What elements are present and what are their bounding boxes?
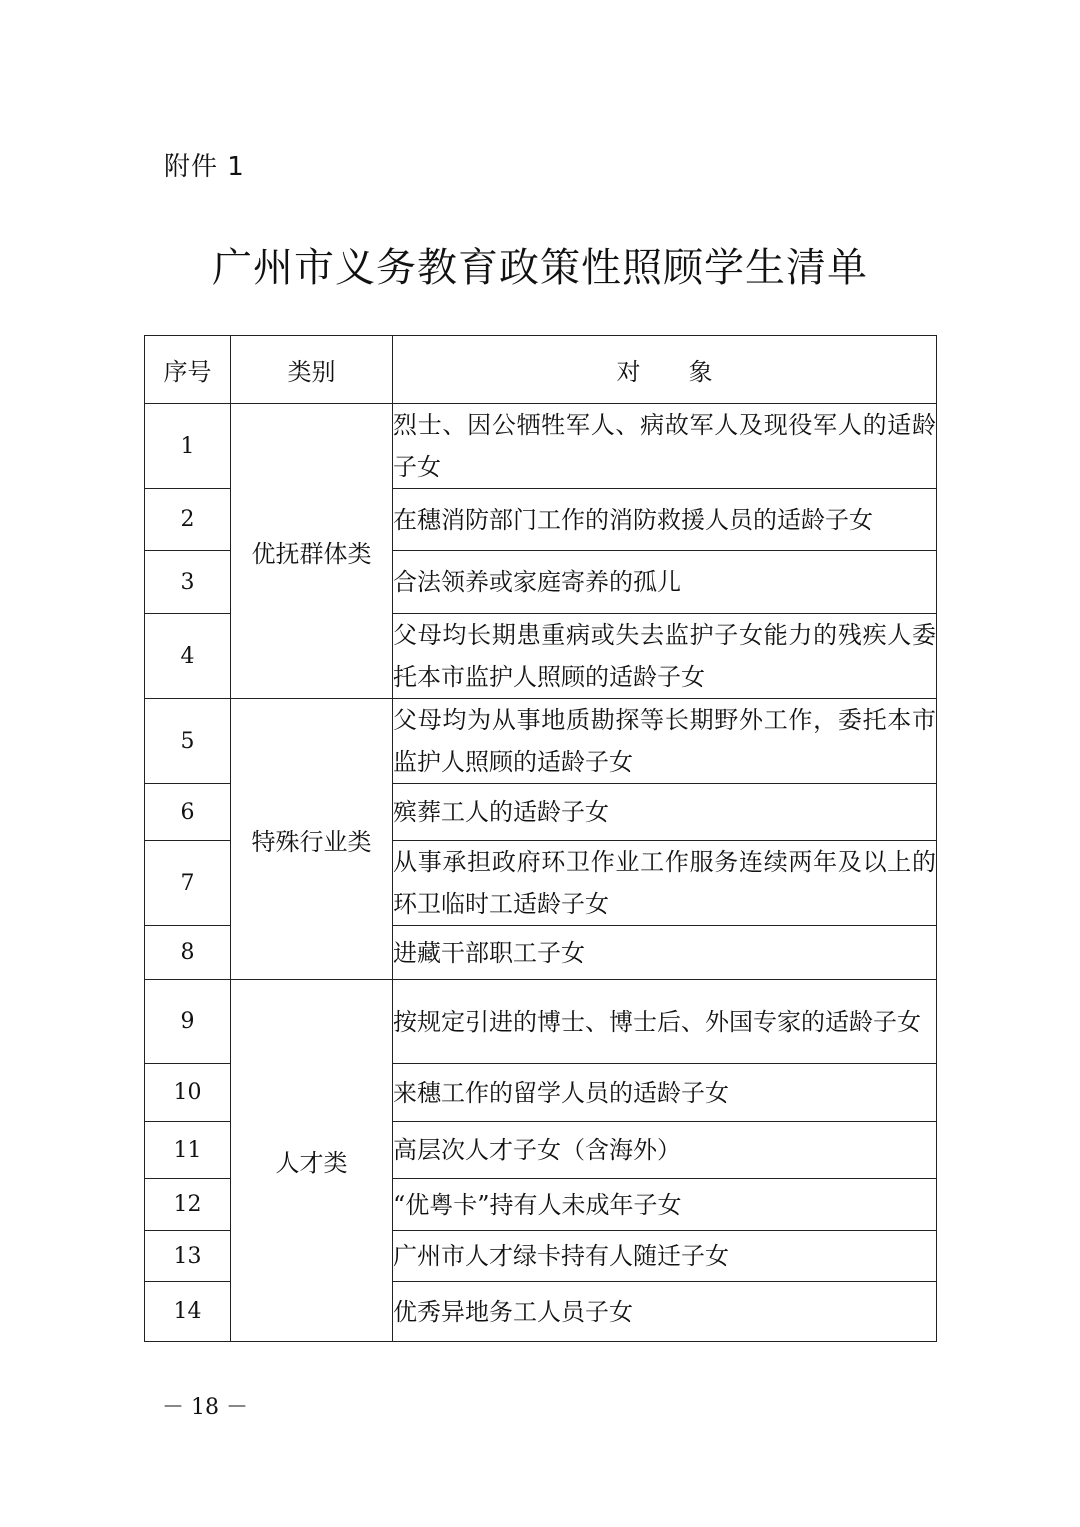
target-cell: 优秀异地务工人员子女: [393, 1282, 937, 1342]
target-cell: 殡葬工人的适龄子女: [393, 784, 937, 841]
row-number: 11: [145, 1122, 231, 1179]
target-cell: 烈士、因公牺牲军人、病故军人及现役军人的适龄子女: [393, 404, 937, 489]
table-header-row: [145, 336, 937, 404]
target-cell: “优粤卡”持有人未成年子女: [393, 1179, 937, 1231]
target-cell: 进藏干部职工子女: [393, 926, 937, 980]
category-cell: 人才类: [231, 980, 393, 1342]
header-no: 序号: [145, 336, 231, 404]
policy-student-table: [144, 335, 937, 1342]
target-cell: 来穗工作的留学人员的适龄子女: [393, 1064, 937, 1122]
row-number: 14: [145, 1282, 231, 1342]
header-category: 类别: [231, 336, 393, 404]
target-cell: 按规定引进的博士、博士后、外国专家的适龄子女: [393, 980, 937, 1064]
page-number: － 18 －: [162, 1395, 248, 1420]
target-cell: 合法领养或家庭寄养的孤儿: [393, 551, 937, 614]
row-number: 10: [145, 1064, 231, 1122]
document-title: 广州市义务教育政策性照顾学生清单: [212, 245, 868, 291]
target-cell: 从事承担政府环卫作业工作服务连续两年及以上的环卫临时工适龄子女: [393, 841, 937, 926]
row-number: 1: [145, 404, 231, 489]
row-number: 13: [145, 1231, 231, 1282]
table-row: [145, 980, 937, 1064]
table-row: [145, 699, 937, 784]
row-number: 7: [145, 841, 231, 926]
target-cell: 广州市人才绿卡持有人随迁子女: [393, 1231, 937, 1282]
category-cell: 特殊行业类: [231, 699, 393, 980]
target-cell: 父母均为从事地质勘探等长期野外工作，委托本市监护人照顾的适龄子女: [393, 699, 937, 784]
row-number: 4: [145, 614, 231, 699]
header-target: 对 象: [393, 336, 937, 404]
category-cell: 优抚群体类: [231, 404, 393, 699]
target-cell: 高层次人才子女（含海外）: [393, 1122, 937, 1179]
row-number: 6: [145, 784, 231, 841]
row-number: 9: [145, 980, 231, 1064]
row-number: 3: [145, 551, 231, 614]
row-number: 12: [145, 1179, 231, 1231]
table-row: [145, 404, 937, 489]
row-number: 8: [145, 926, 231, 980]
target-cell: 在穗消防部门工作的消防救援人员的适龄子女: [393, 489, 937, 551]
row-number: 2: [145, 489, 231, 551]
row-number: 5: [145, 699, 231, 784]
target-cell: 父母均长期患重病或失去监护子女能力的残疾人委托本市监护人照顾的适龄子女: [393, 614, 937, 699]
attachment-label: 附件 1: [164, 152, 245, 182]
